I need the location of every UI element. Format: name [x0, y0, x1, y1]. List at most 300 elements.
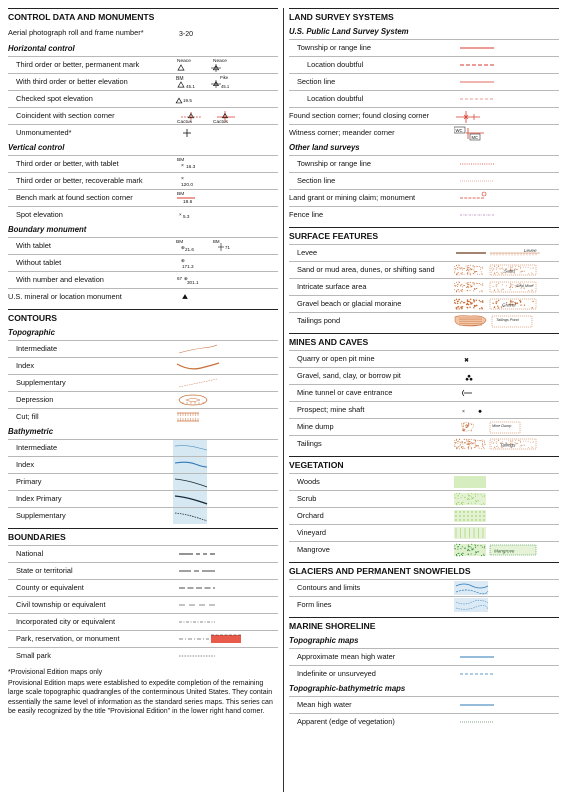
- section-heading: SURFACE FEATURES: [289, 227, 559, 244]
- sand-dot: [482, 274, 483, 275]
- sand-label: Sand: [504, 268, 515, 274]
- mangrove-dot: [455, 548, 456, 549]
- sand-dot: [456, 273, 457, 274]
- elevation-text: 45.1: [186, 84, 195, 89]
- scrub-dot: [469, 499, 470, 500]
- legend-row: [8, 340, 278, 357]
- contour-line: [179, 379, 217, 387]
- sand-dot: [473, 270, 474, 271]
- intricate-dot: [458, 284, 459, 285]
- subsection-heading: Boundary monument: [8, 225, 87, 234]
- legend-row: [8, 545, 278, 562]
- legend-symbol: [454, 125, 559, 141]
- sand-dot: [508, 267, 509, 268]
- legend-row: [8, 562, 278, 579]
- intricate-dot: [471, 286, 472, 287]
- legend-row: [8, 271, 278, 288]
- subsection-heading: Vertical control: [8, 143, 65, 152]
- tailings-dot: [479, 440, 480, 441]
- legend-symbol: [173, 272, 278, 288]
- legend-symbol: [454, 156, 559, 172]
- station-name-text: Cactus: [177, 120, 192, 124]
- dump-dot: [465, 425, 466, 426]
- intricate-dot: [457, 289, 458, 290]
- legend-symbol: [454, 313, 559, 329]
- sand-dot: [480, 267, 481, 268]
- elevation-text: 301.1: [187, 280, 199, 285]
- footnote-mark: *Provisional Edition maps only: [8, 669, 103, 676]
- mangrove-dot: [469, 550, 470, 551]
- intricate-dot: [470, 282, 471, 283]
- legend-symbol-graphic: [173, 207, 278, 223]
- tailings-dot: [474, 439, 475, 440]
- legend-symbol: [173, 474, 278, 490]
- scrub-dot: [464, 497, 465, 498]
- orchard-dot: [483, 511, 484, 512]
- sand-dot: [460, 268, 461, 269]
- legend-label: Spot elevation: [16, 210, 63, 219]
- legend-symbol: [454, 714, 559, 730]
- tailings-dot: [457, 443, 458, 444]
- x-mark: ×: [181, 176, 184, 182]
- sand-dot: [520, 266, 521, 267]
- legend-row: [8, 374, 278, 391]
- legend-row: [289, 401, 559, 418]
- intricate-dot: [498, 290, 499, 291]
- tailings-dot: [466, 439, 467, 440]
- tailings-dot: [474, 442, 475, 443]
- legend-symbol: [454, 580, 559, 596]
- legend-symbol: [173, 614, 278, 630]
- scrub-dot: [475, 496, 476, 497]
- intricate-dot: [512, 287, 513, 288]
- tailings-pond-area: [455, 316, 486, 326]
- legend-symbol: [173, 255, 278, 271]
- intricate-dot: [532, 290, 533, 291]
- legend-symbol-graphic: [454, 207, 559, 223]
- intricate-dot: [467, 282, 468, 283]
- legend-symbol-graphic: [454, 542, 559, 558]
- legend-label: Township or range line: [297, 43, 371, 52]
- sand-dot: [464, 268, 465, 269]
- legend-label: Park, reservation, or monument: [16, 634, 120, 643]
- legend-symbol-graphic: [454, 245, 559, 261]
- tailings-dot: [468, 444, 469, 445]
- intricate-dot: [472, 282, 473, 283]
- legend-symbol-graphic: [173, 255, 278, 271]
- x-mark: ×: [181, 163, 184, 169]
- park-tint: [211, 635, 241, 643]
- legend-symbol: [454, 108, 559, 124]
- sand-dot: [530, 268, 531, 269]
- tailings-dot: [516, 443, 517, 444]
- legend-symbol-graphic: [173, 57, 278, 73]
- tailings-dot: [520, 441, 521, 442]
- tailings-dot: [469, 443, 470, 444]
- scrub-dot: [484, 495, 485, 496]
- legend-row: [289, 124, 559, 141]
- gravel-dot: [510, 300, 511, 301]
- legend-symbol: [454, 508, 559, 524]
- sand-dot: [455, 268, 456, 269]
- legend-symbol-graphic: [454, 57, 559, 73]
- tailings-dot: [532, 447, 533, 448]
- tailings-dot: [468, 439, 469, 440]
- orchard-dot: [463, 519, 464, 520]
- legend-symbol-graphic: [173, 74, 278, 90]
- tailings-dot: [520, 440, 521, 441]
- levee-label: Levee: [524, 248, 537, 253]
- tailings-dot: [461, 446, 462, 447]
- intricate-dot: [462, 291, 463, 292]
- tailings-dot: [476, 445, 477, 446]
- legend-symbol: [454, 74, 559, 90]
- intricate-dot: [455, 285, 456, 286]
- legend-row: [8, 56, 278, 73]
- legend-symbol: [454, 491, 559, 507]
- scrub-dot: [471, 503, 472, 504]
- tailings-dot: [493, 442, 494, 443]
- sand-dot: [501, 268, 502, 269]
- tailings-dot: [482, 441, 483, 442]
- legend-row: [8, 647, 278, 664]
- gravel-dot: [463, 302, 465, 304]
- mangrove-dot: [471, 544, 472, 545]
- gravel-dot: [458, 299, 460, 301]
- tailings-dot: [471, 447, 472, 448]
- sand-dot: [498, 266, 499, 267]
- tailings-dot: [477, 440, 478, 441]
- gravel-dot: [461, 301, 463, 303]
- legend-symbol-graphic: [454, 125, 559, 141]
- scrub-dot: [455, 497, 456, 498]
- tailings-dot: [475, 441, 476, 442]
- sand-dot: [461, 267, 462, 268]
- intricate-dot: [482, 283, 483, 284]
- gravel-dot: [457, 303, 459, 305]
- gravel-dot: [480, 301, 482, 303]
- tailings-dot: [524, 445, 525, 446]
- gravel-dot: [467, 307, 469, 309]
- tailings-dot: [469, 444, 470, 445]
- legend-row: [289, 107, 559, 124]
- legend-label: Unmonumented*: [16, 128, 72, 137]
- tailings-dot: [520, 442, 521, 443]
- mangrove-dot: [480, 545, 481, 546]
- sand-dot: [477, 274, 478, 275]
- subsection-heading: Horizontal control: [8, 44, 75, 53]
- legend-row: [289, 435, 559, 452]
- sand-dot: [523, 267, 524, 268]
- sand-dot: [512, 266, 513, 267]
- scrub-dot: [458, 502, 459, 503]
- sand-dot: [476, 266, 477, 267]
- intricate-dot: [474, 283, 475, 284]
- orchard-dot: [463, 511, 464, 512]
- legend-row: [289, 73, 559, 90]
- legend-label: Land grant or mining claim; monument: [289, 193, 416, 202]
- tailings-dot: [462, 442, 463, 443]
- sand-dot: [502, 268, 503, 269]
- tailings-dot: [470, 443, 471, 444]
- legend-symbol-graphic: [454, 402, 559, 418]
- gravel-dot: [517, 303, 518, 304]
- legend-symbol-graphic: [173, 125, 278, 141]
- tailings-dot: [474, 447, 475, 448]
- sand-dot: [493, 268, 494, 269]
- mangrove-dot: [481, 555, 482, 556]
- mangrove-dot: [462, 553, 463, 554]
- intricate-dot: [501, 290, 502, 291]
- scrub-dot: [459, 504, 460, 505]
- legend-symbol-graphic: [454, 491, 559, 507]
- legend-symbol: [173, 289, 278, 305]
- legend-symbol: [454, 57, 559, 73]
- legend-row: [8, 579, 278, 596]
- intricate-dot: [460, 290, 461, 291]
- legend-label: Index: [16, 361, 35, 370]
- tailings-dot: [478, 446, 479, 447]
- tailings-dot: [496, 446, 497, 447]
- tailings-pond-label: Tailings Pond: [496, 318, 519, 322]
- tailings-dot: [468, 442, 469, 443]
- tailings-dot: [498, 440, 499, 441]
- legend-symbol-graphic: [454, 436, 559, 452]
- sand-dot: [515, 266, 516, 267]
- mangrove-dot: [484, 546, 485, 547]
- legend-symbol: [454, 542, 559, 558]
- legend-symbol: [173, 25, 278, 41]
- legend-label: U.S. mineral or location monument: [8, 292, 122, 301]
- legend-row: [8, 73, 278, 90]
- sand-dot: [528, 273, 529, 274]
- sand-dot: [497, 272, 498, 273]
- legend-label: Prospect; mine shaft: [297, 405, 365, 414]
- tailings-dot: [531, 447, 532, 448]
- tailings-dot: [471, 443, 472, 444]
- scrub-dot: [471, 497, 472, 498]
- legend-symbol: [454, 245, 559, 261]
- tailings-dot: [459, 445, 460, 446]
- legend-label: Intermediate: [16, 443, 58, 452]
- orchard-dot: [455, 515, 456, 516]
- mangrove-dot: [477, 545, 478, 546]
- tailings-dot: [461, 442, 462, 443]
- intricate-dot: [476, 288, 477, 289]
- intricate-dot: [481, 290, 482, 291]
- intricate-dot: [494, 290, 495, 291]
- legend-row: [8, 439, 278, 456]
- tailings-dot: [454, 446, 455, 447]
- legend-row: [289, 56, 559, 73]
- legend-symbol: [454, 525, 559, 541]
- legend-symbol-graphic: [173, 614, 278, 630]
- scrub-dot: [461, 503, 462, 504]
- legend-symbol-graphic: [454, 666, 559, 682]
- legend-symbol: [173, 580, 278, 596]
- tailings-dot: [497, 441, 498, 442]
- legend-label: Aerial photograph roll and frame number*: [8, 28, 144, 37]
- mangrove-dot: [484, 555, 485, 556]
- intricate-dot: [454, 283, 455, 284]
- legend-label: Intermediate: [16, 344, 58, 353]
- intricate-dot: [466, 283, 467, 284]
- legend-symbol-graphic: [454, 296, 559, 312]
- sand-dot: [496, 272, 497, 273]
- legend-label: Quarry or open pit mine: [297, 354, 375, 363]
- sand-dot: [491, 272, 492, 273]
- legend-row: [8, 25, 278, 42]
- section-heading: CONTOURS: [8, 309, 278, 326]
- gravel-dot: [473, 301, 475, 303]
- legend-symbol: [173, 648, 278, 664]
- sand-dot: [481, 273, 482, 274]
- tailings-dot: [480, 440, 481, 441]
- sand-dot: [520, 268, 521, 269]
- orchard-dot: [479, 515, 480, 516]
- intricate-dot: [496, 286, 497, 287]
- legend-symbol-graphic: [454, 368, 559, 384]
- scrub-dot: [460, 497, 461, 498]
- tailings-dot: [475, 447, 476, 448]
- tailings-dot: [533, 442, 534, 443]
- contour-line: [179, 345, 217, 353]
- legend-symbol-graphic: [173, 173, 278, 189]
- legend-row: [8, 155, 278, 172]
- dump-dot: [463, 426, 464, 427]
- scrub-dot: [471, 493, 472, 494]
- intricate-dot: [498, 283, 499, 284]
- legend-symbol: [173, 125, 278, 141]
- station-name-text: Neace: [177, 59, 191, 64]
- legend-row: [8, 357, 278, 374]
- tailings-dot: [496, 442, 497, 443]
- intricate-dot: [467, 290, 468, 291]
- legend-row: [289, 418, 559, 435]
- sand-dot: [457, 269, 458, 270]
- mine-dump-label: Mine Dump: [492, 424, 512, 428]
- sand-dot: [501, 272, 502, 273]
- legend-symbol-graphic: [454, 385, 559, 401]
- gravel-dot: [470, 302, 472, 304]
- sand-dot: [459, 268, 460, 269]
- footnote: [8, 668, 278, 717]
- legend-row: [289, 648, 559, 665]
- tailings-dot: [471, 439, 472, 440]
- section-heading: VEGETATION: [289, 456, 559, 473]
- sand-dot: [524, 271, 525, 272]
- tailings-dot: [493, 443, 494, 444]
- sand-dot: [468, 267, 469, 268]
- subsection-heading: Topographic maps: [289, 636, 359, 645]
- orchard-dot: [475, 515, 476, 516]
- subsection-heading: Other land surveys: [289, 143, 360, 152]
- legend-label: Orchard: [297, 511, 324, 520]
- legend-row: [289, 665, 559, 682]
- intricate-dot: [470, 290, 471, 291]
- sand-dot: [460, 268, 461, 269]
- gravel-dot: [471, 303, 473, 305]
- number-text: 67: [177, 276, 183, 281]
- scrub-dot: [462, 495, 463, 496]
- legend-symbol: [454, 40, 559, 56]
- legend-label: Primary: [16, 477, 42, 486]
- elevation-text: 45.1: [221, 84, 230, 89]
- intricate-dot: [460, 285, 461, 286]
- intricate-dot: [482, 291, 483, 292]
- gravel-dot: [482, 301, 484, 303]
- sand-dot: [481, 271, 482, 272]
- legend-symbol-graphic: [173, 631, 278, 647]
- tailings-dot: [466, 440, 467, 441]
- scrub-dot: [471, 498, 472, 499]
- bm-text: BM: [176, 240, 184, 245]
- sand-dot: [470, 274, 471, 275]
- gravel-dot: [454, 300, 455, 302]
- sand-dot: [462, 272, 463, 273]
- tailings-dot: [483, 447, 484, 448]
- elevation-text: 21.6: [185, 247, 194, 252]
- contour-line: [177, 363, 219, 369]
- legend-symbol-graphic: [173, 474, 278, 490]
- legend-row: [8, 189, 278, 206]
- legend-symbol: [454, 649, 559, 665]
- gravel-dot: [492, 303, 493, 304]
- mangrove-dot: [471, 547, 472, 548]
- legend-row: [289, 596, 559, 613]
- scrub-dot: [462, 502, 463, 503]
- intricate-dot: [454, 285, 455, 286]
- scrub-dot: [477, 500, 478, 501]
- tailings-dot: [459, 439, 460, 440]
- mangrove-dot: [456, 544, 457, 545]
- gravel-dot: [476, 300, 478, 302]
- intricate-dot: [462, 286, 463, 287]
- intricate-dot: [510, 283, 511, 284]
- sand-dot: [473, 273, 474, 274]
- legend-symbol-graphic: [173, 156, 278, 172]
- legend-label: Section line: [297, 77, 336, 86]
- legend-symbol-graphic: [454, 580, 559, 596]
- legend-row: [289, 541, 559, 558]
- prospect-icon: ×: [462, 409, 465, 415]
- water-tint: [173, 457, 207, 473]
- legend-label: Approximate mean high water: [297, 652, 396, 661]
- legend-label: Supplementary: [16, 378, 66, 387]
- sand-dot: [522, 271, 523, 272]
- legend-label: Gravel, sand, clay, or borrow pit: [297, 371, 401, 380]
- legend-symbol-graphic: [454, 190, 559, 206]
- legend-row: [8, 473, 278, 490]
- tailings-dot: [454, 442, 455, 443]
- legend-label: Index: [16, 460, 35, 469]
- legend-label: Incorporated city or equivalent: [16, 617, 116, 626]
- section-heading: LAND SURVEY SYSTEMS: [289, 8, 559, 25]
- sand-dot: [497, 267, 498, 268]
- legend-symbol: [454, 173, 559, 189]
- mangrove-dot: [476, 552, 477, 553]
- dump-dot: [463, 424, 464, 425]
- scrub-dot: [456, 504, 457, 505]
- tailings-dot: [464, 448, 465, 449]
- monument-mark: ⊕: [184, 276, 188, 281]
- tailings-dot: [456, 440, 457, 441]
- tailings-dot: [508, 441, 509, 442]
- right-column: [289, 8, 559, 730]
- legend-symbol: [454, 436, 559, 452]
- gravel-dot: [532, 307, 533, 308]
- tailings-dot: [518, 440, 519, 441]
